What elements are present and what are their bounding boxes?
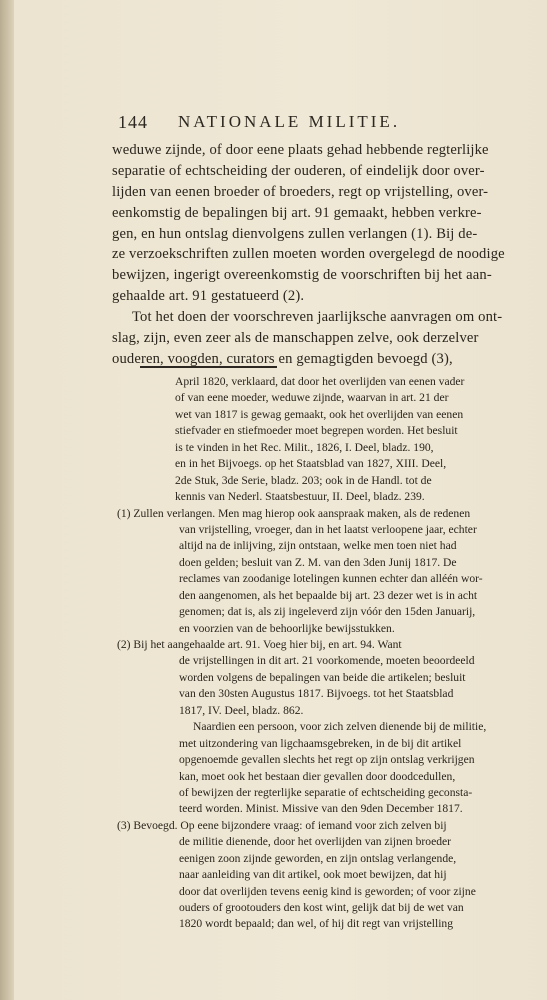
footnote-line: opgenoemde gevallen slechts het regt op zijn ontslag verkrijgen bbox=[179, 753, 475, 767]
main-text bbox=[112, 140, 524, 370]
text-line: bewijzen, ingerigt overeenkomstig de voorschriften bij het aan- bbox=[112, 267, 492, 284]
footnote-line: wet van 1817 is gewag gemaakt, ook het overlijden van eenen bbox=[175, 407, 464, 421]
footnote-line: of van eene moeder, weduwe zijnde, waarvan in art. 21 der bbox=[175, 391, 449, 405]
footnote-line: doen gelden; besluit van Z. M. van den 3den Junij 1817. De bbox=[179, 555, 457, 569]
page-title: NATIONALE MILITIE. bbox=[178, 112, 401, 131]
footnotes bbox=[117, 374, 529, 933]
footnote-line: ouders of grootouders den kost wint, gelijk dat bij de wet van bbox=[179, 901, 464, 914]
binding-edge bbox=[0, 0, 14, 1000]
footnote-line: en voorzien van de behoorlijke bewijsstukken. bbox=[179, 621, 395, 635]
footnote-line: naar aanleiding van dit artikel, ook moet bewijzen, dat hij bbox=[179, 868, 447, 882]
footnote-line: eenigen zoon zijnde geworden, en zijn ontslag verlangende, bbox=[179, 851, 457, 865]
footnote-line: den aangenomen, als het bepaalde bij art. 23 dezer wet is in acht bbox=[179, 588, 478, 602]
text-line: separatie of echtscheiding der ouderen, of eindelijk door over- bbox=[112, 162, 485, 179]
text-line: ouderen, voogden, curators en gemagtigden bevoegd (3), bbox=[112, 350, 453, 367]
footnote-line: reclames van zoodanige lotelingen kunnen echter dan alléén wor- bbox=[179, 572, 483, 586]
footnote-line: van vrijstelling, vroeger, dan in het laatst verloopene jaar, echter bbox=[179, 522, 477, 536]
running-head bbox=[118, 112, 448, 134]
footnote-line: kan, moet ook het bestaan dier gevallen door doodcedullen, bbox=[179, 769, 456, 783]
text-line: gehaalde art. 91 gestatueerd (2). bbox=[112, 288, 305, 305]
page-number: 144 bbox=[118, 112, 148, 132]
footnote-line: (1) Zullen verlangen. Men mag hierop ook aanspraak maken, als de redenen bbox=[117, 506, 471, 520]
footnote-line: altijd na de inlijving, zijn ontstaan, welke men toen niet had bbox=[179, 539, 457, 553]
footnote-line: of bewijzen der regterlijke separatie of echtscheiding geconsta- bbox=[179, 785, 473, 799]
footnote-line: met uitzondering van ligchaamsgebreken, in de bij dit artikel bbox=[179, 736, 462, 750]
footnote-line: door dat overlijden tevens eenig kind is geworden; of voor zijne bbox=[179, 884, 476, 898]
footnote-line: kennis van Nederl. Staatsbestuur, II. Deel, bladz. 239. bbox=[175, 490, 425, 504]
text-line: gen, en hun ontslag dienvolgens zullen verlangen (1). Bij de- bbox=[112, 225, 478, 242]
footnote-line: de vrijstellingen in dit art. 21 voorkomende, moeten beoordeeld bbox=[179, 654, 475, 668]
footnote-line: 1820 wordt bepaald; dan wel, of hij dit regt van vrijstelling bbox=[179, 917, 454, 931]
footnote-line: de militie dienende, door het overlijden van zijnen broeder bbox=[179, 835, 452, 849]
text-line: ze verzoekschriften zullen moeten worden overgelegd de noodige bbox=[112, 246, 505, 263]
footnote-line: van den 30sten Augustus 1817. Bijvoegs. tot het Staatsblad bbox=[179, 687, 454, 701]
text-line: lijden van eenen broeder of broeders, regt op vrijstelling, over- bbox=[112, 183, 489, 200]
footnote-line: Naardien een persoon, voor zich zelven dienende bij de militie, bbox=[193, 720, 487, 734]
footnote-line: April 1820, verklaard, dat door het overlijden van eenen vader bbox=[175, 375, 465, 388]
footnote-line: worden volgens de bepalingen van beide die artikelen; besluit bbox=[179, 670, 466, 684]
text-line: slag, zijn, even zeer als de manschappen zelve, ook derzelver bbox=[112, 330, 479, 347]
footnote-line: en in het Bijvoegs. op het Staatsblad van 1827, XIII. Deel, bbox=[175, 457, 447, 471]
footnote-line: (2) Bij het aangehaalde art. 91. Voeg hier bij, en art. 94. Want bbox=[117, 638, 402, 651]
footnote-line: stiefvader en stiefmoeder moet begrepen worden. Het besluit bbox=[175, 424, 458, 438]
footnote-line: 2de Stuk, 3de Serie, bladz. 203; ook in de Handl. tot de bbox=[175, 473, 432, 487]
footnote-line: 1817, IV. Deel, bladz. 862. bbox=[179, 703, 304, 717]
text-line: weduwe zijnde, of door eene plaats gehad hebbende regterlijke bbox=[112, 142, 489, 158]
text-line: Tot het doen der voorschreven jaarlijksche aanvragen om ont- bbox=[132, 309, 503, 326]
footnote-line: genomen; dat is, als zij ingeleverd zijn vóór den 15den Januarij, bbox=[179, 605, 476, 619]
footnote-line: (3) Bevoegd. Op eene bijzondere vraag: of iemand voor zich zelven bij bbox=[117, 818, 447, 832]
footnote-line: teerd worden. Minist. Missive van den 9den December 1817. bbox=[179, 802, 463, 816]
footnote-rule bbox=[140, 366, 277, 368]
footnote-line: is te vinden in het Rec. Milit., 1826, I. Deel, bladz. 190, bbox=[175, 440, 434, 454]
text-line: eenkomstig de bepalingen bij art. 91 gemaakt, hebben verkre- bbox=[112, 204, 482, 221]
